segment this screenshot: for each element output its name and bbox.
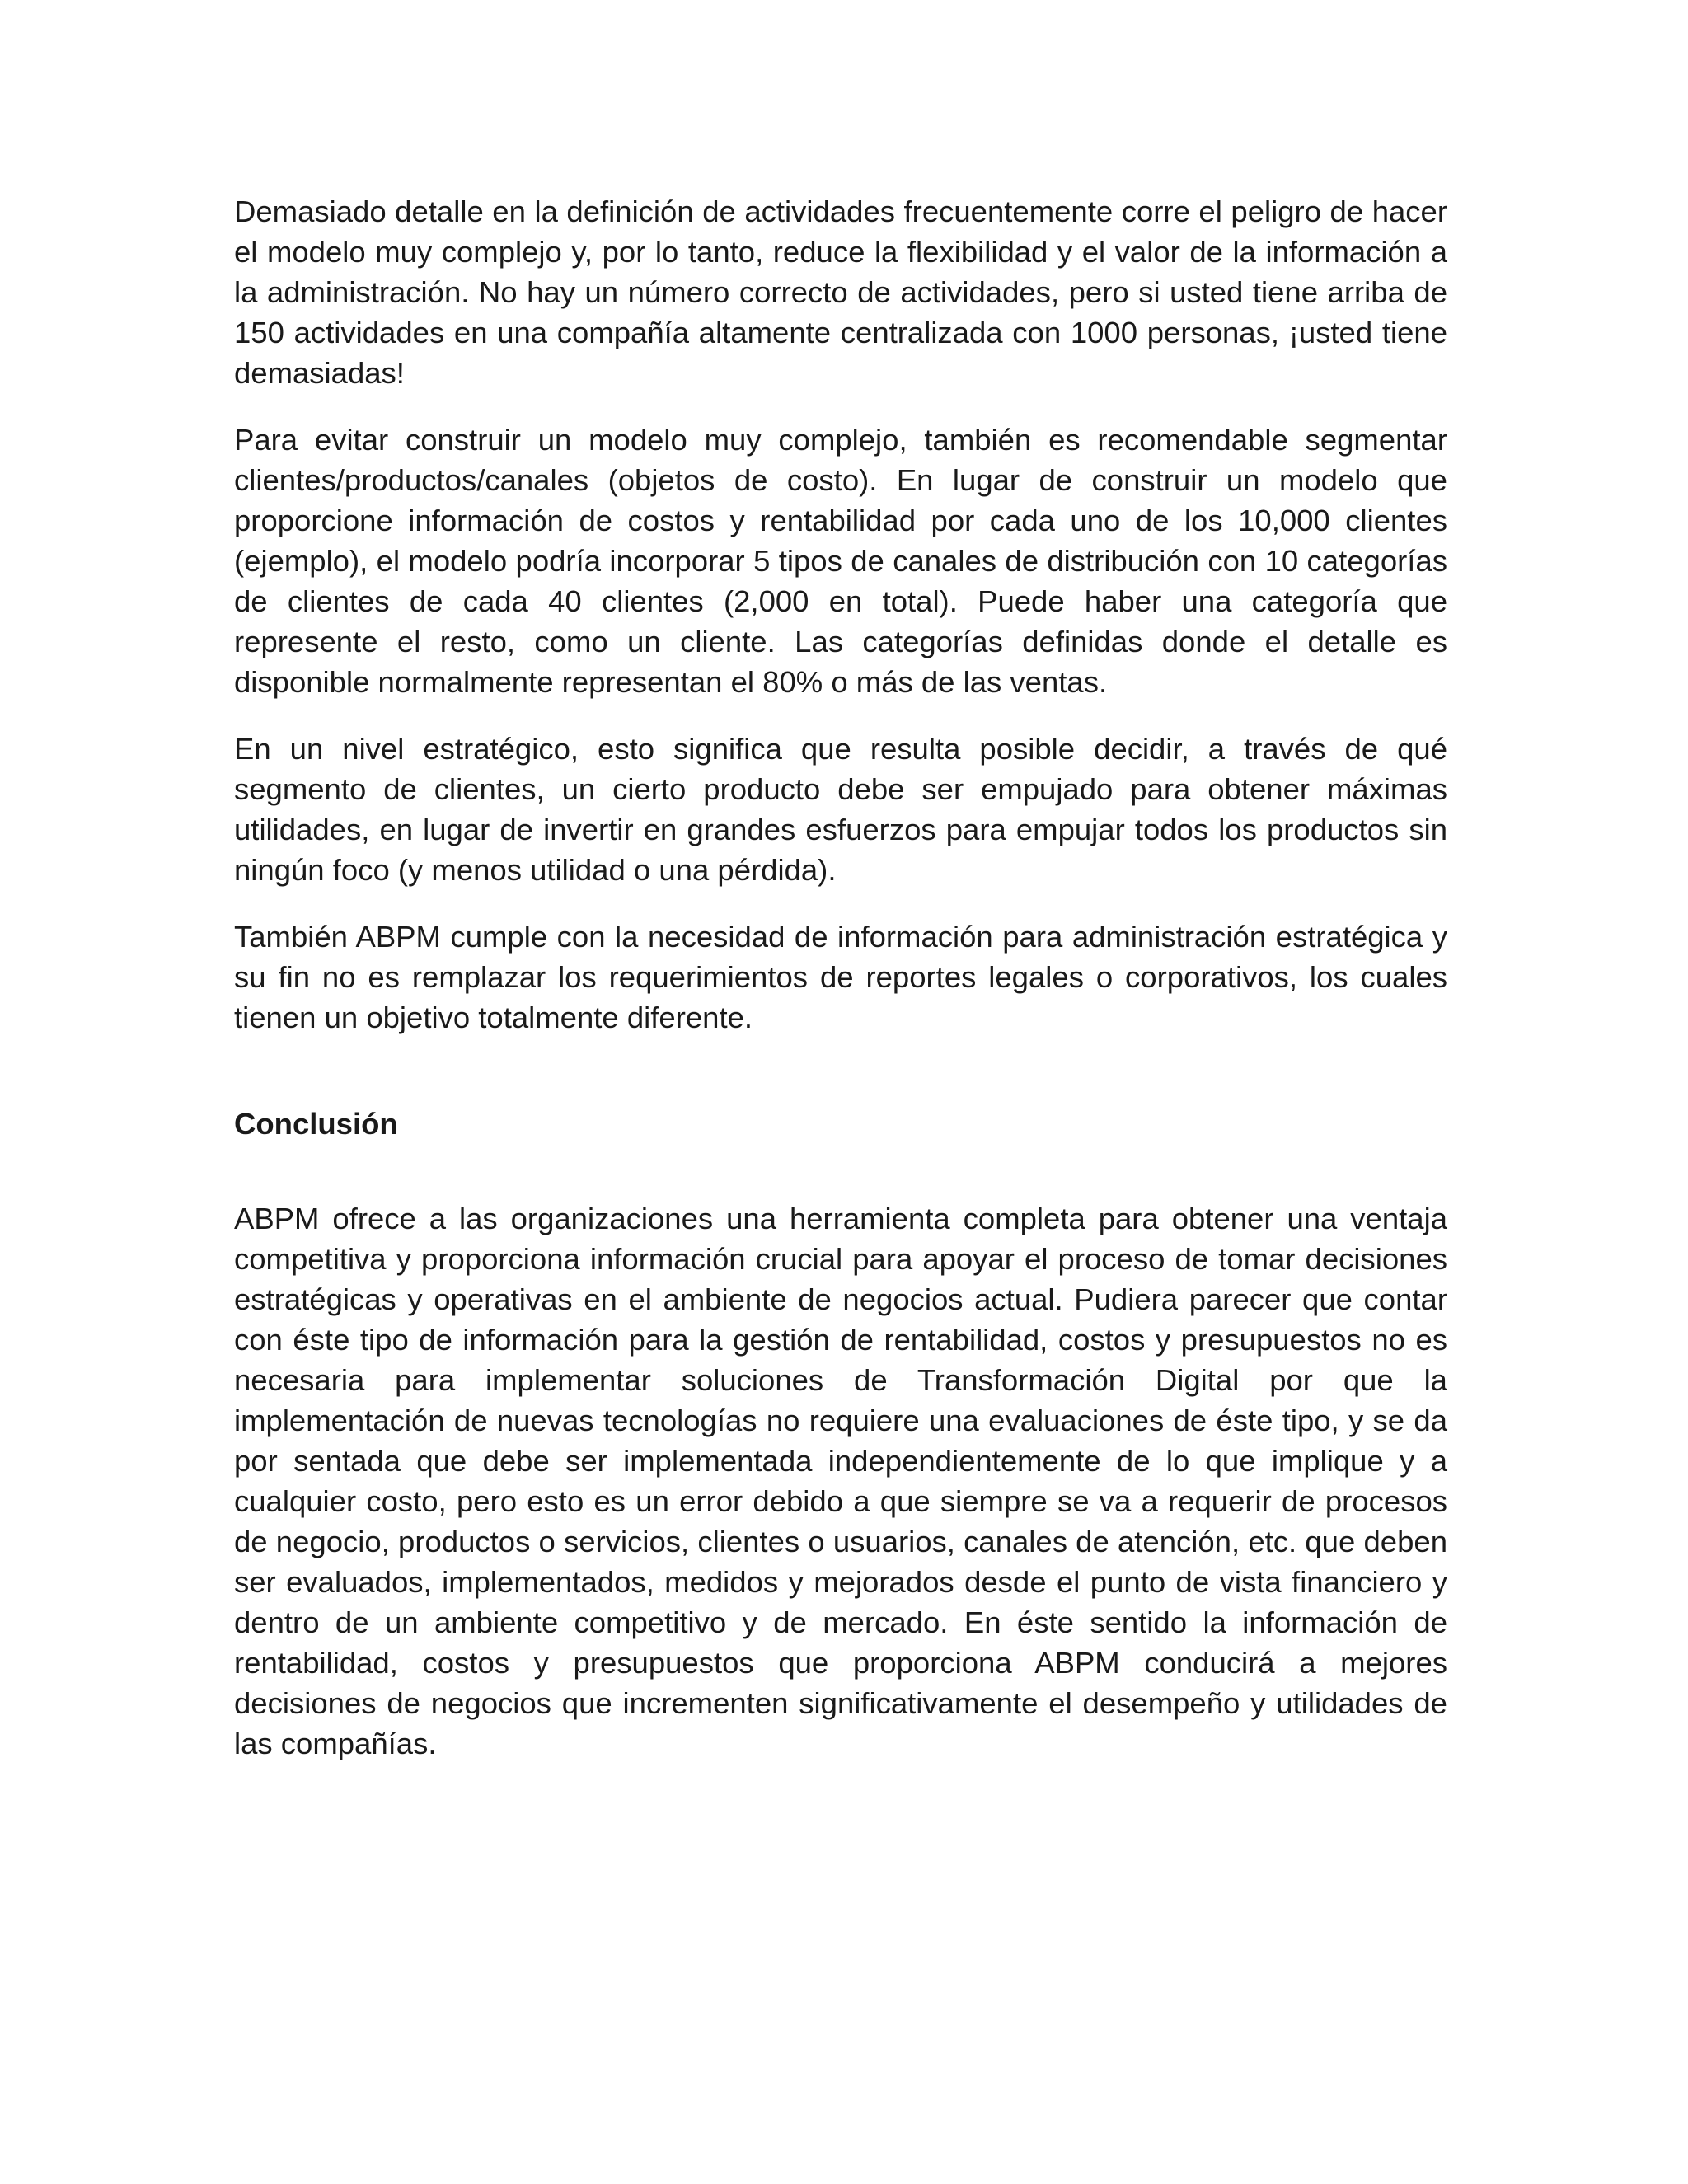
conclusion-paragraph: ABPM ofrece a las organizaciones una herramienta completa para obtener una ventaja competitiva y proporciona información crucial para apoyar el proceso de tomar decisiones estratégicas y operativas en el ambiente de negocios actual. Pudiera parecer que contar con éste tipo de información para la gestión de rentabilidad, costos y presupuestos no es necesaria para implementar soluciones de Transformación Digital por que la implementación de nuevas tecnologías no requiere una evaluaciones de éste tipo, y se da por sentada que debe ser implementada independientemente de lo que implique y a cualquier costo, pero esto es un error debido a que siempre se va a requerir de procesos de negocio, productos o servicios, clientes o usuarios, canales de atención, etc. que deben ser evaluados, implementados, medidos y mejorados desde el punto de vista financiero y dentro de un ambiente competitivo y de mercado. En éste sentido la información de rentabilidad, costos y presupuestos que proporciona ABPM conducirá a mejores decisiones de negocios que incrementen significativamente el desempeño y utilidades de las compañías. [234, 1202, 1447, 1760]
paragraph-strategic-level: En un nivel estratégico, esto significa que resulta posible decidir, a través de qué segmento de clientes, un cierto producto debe ser empujado para obtener máximas utilidades, en lugar de invertir en grandes esfuerzos para empujar todos los productos sin ningún foco (y menos utilidad o una pérdida). [234, 732, 1447, 887]
paragraph-segmentation: Para evitar construir un modelo muy complejo, también es recomendable segmentar clientes/productos/canales (objetos de costo). En lugar de construir un modelo que proporcione información de costos y rentabilidad por cada uno de los 10,000 clientes (ejemplo), el modelo podría incorporar 5 tipos de canales de distribución con 10 categorías de clientes de cada 40 clientes (2,000 en total). Puede haber una categoría que represente el resto, como un cliente. Las categorías definidas donde el detalle es disponible normalmente representan el 80% o más de las ventas. [234, 423, 1447, 699]
paragraph-abpm-strategic: También ABPM cumple con la necesidad de información para administración estratégica y su fin no es remplazar los requerimientos de reportes legales o corporativos, los cuales tienen un objetivo totalmente diferente. [234, 920, 1447, 1034]
paragraph-activity-detail: Demasiado detalle en la definición de actividades frecuentemente corre el peligro de hacer el modelo muy complejo y, por lo tanto, reduce la flexibilidad y el valor de la información a la administración. No hay un número correcto de actividades, pero si usted tiene arriba de 150 actividades en una compañía altamente centralizada con 1000 personas, ¡usted tiene demasiadas! [234, 194, 1447, 390]
document-body [234, 191, 1447, 1790]
conclusion-heading: Conclusión [234, 1107, 398, 1141]
